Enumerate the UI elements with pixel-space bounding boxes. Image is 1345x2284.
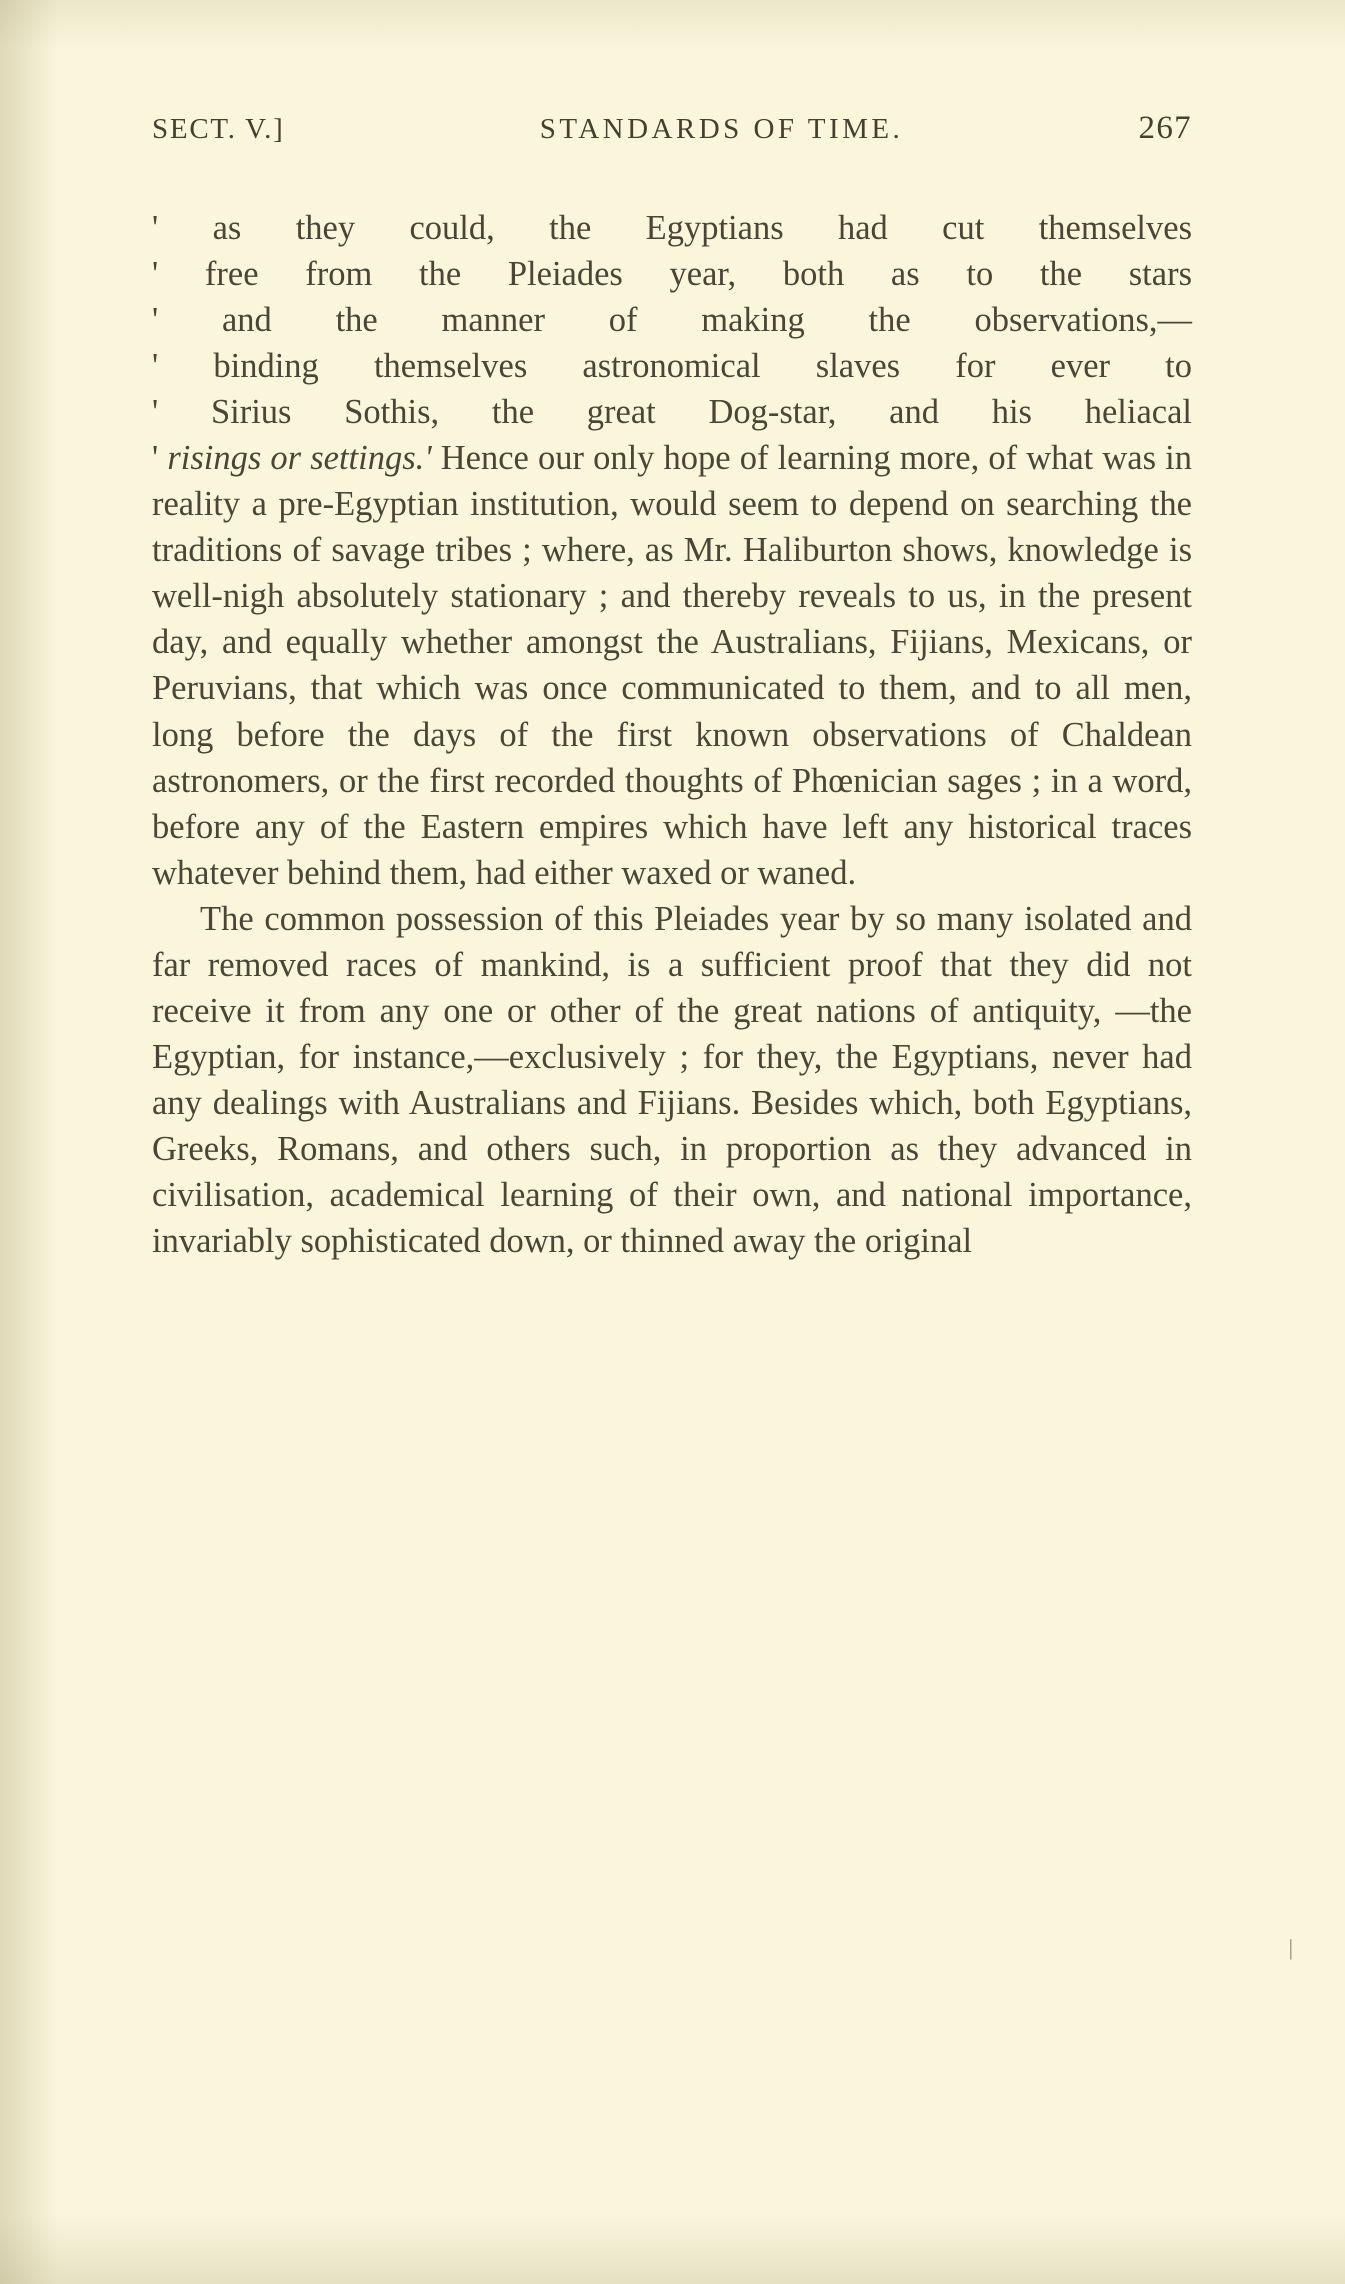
quote-line: ' free from the Pleiades year, both as to the stars xyxy=(152,255,1192,294)
quote-line: ' Sirius Sothis, the great Dog-star, and his heliacal xyxy=(152,393,1192,432)
paragraph-one-body: Hence our only hope of learning more, of what was in reality a pre-Egyptian institution, would seem to depend on searching the traditions of savage tribes ; where, as Mr. Haliburton shows, knowledge is well-nigh absolutely stationary ; and thereby reveals to us, in the present day, and equally whether amongst the Australians, Fijians, Mexicans, or Peruvians, that which was once communicated to them, and to all men, long before the days of the first known observations of Chaldean astronomers, or the first recorded thoughts of Phœnician sages ; in a word, before any of the Eastern empires which have left any historical traces whatever behind them, had either waxed or waned. xyxy=(152,439,1192,892)
quote-open-mark: ' xyxy=(152,439,168,478)
paragraph-two: The common possession of this Pleiades year by so many isolated and far removed races of mankind, is a sufficient proof that they did not receive it from any one or other of the great nations of antiquity, —the Egyptian, for instance,—exclusively ; for they, the Egyptians, never had any dealings with Australians and Fijians. Besides which, both Egyptians, Greeks, Romans, and others such, in proportion as they advanced in civilisation, academical learning of their own, and national importance, invariably sophisticated down, or thinned away the original xyxy=(152,899,1192,1261)
page-top-shadow xyxy=(0,0,1345,50)
running-head xyxy=(152,110,1192,147)
page-number: 267 xyxy=(1138,110,1192,146)
page-title: STANDARDS OF TIME. xyxy=(539,113,904,145)
body-text xyxy=(152,205,1192,1264)
section-marker: SECT. V.] xyxy=(152,113,285,145)
paragraph-one-continuation xyxy=(152,435,1192,895)
page-left-shadow xyxy=(0,0,58,2284)
marginal-mark: | xyxy=(1288,1935,1293,1960)
page-content xyxy=(152,110,1192,1264)
page-bottom-shadow xyxy=(0,2214,1345,2284)
quote-italic-phrase: risings or settings.' xyxy=(167,439,432,478)
quote-line: ' as they could, the Egyptians had cut themselves xyxy=(152,209,1192,247)
quote-line: ' binding themselves astronomical slaves for ever to xyxy=(152,347,1192,386)
quote-line: ' and the manner of making the observations,— xyxy=(152,301,1192,340)
paragraph-quote xyxy=(152,205,1192,435)
